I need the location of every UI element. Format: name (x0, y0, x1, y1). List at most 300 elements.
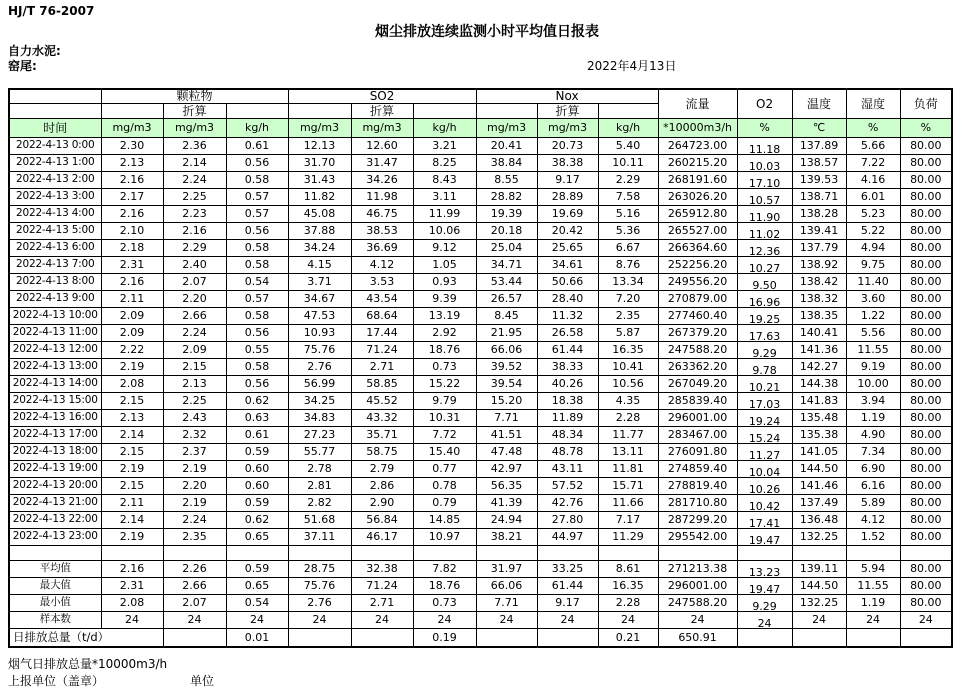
value-cell: 48.34 (537, 427, 598, 444)
value-cell: 24 (288, 612, 351, 629)
value-cell: 1.19 (846, 595, 900, 612)
table-row (9, 138, 952, 155)
value-cell: 80.00 (900, 595, 952, 612)
value-cell: 0.59 (226, 444, 288, 461)
value-cell: 2.25 (163, 189, 226, 206)
value-cell: 267049.20 (658, 376, 737, 393)
time-cell: 2022-4-13 17:00 (9, 427, 101, 444)
value-cell: 4.12 (351, 257, 413, 274)
value-cell: 7.17 (598, 512, 658, 529)
value-cell: 11.40 (846, 274, 900, 291)
empty-cell (101, 104, 163, 119)
value-cell: 28.89 (537, 189, 598, 206)
value-cell: 19.69 (537, 206, 598, 223)
value-cell: 20.41 (476, 138, 537, 155)
value-cell: 132.25 (792, 595, 846, 612)
value-cell: 0.01 (226, 629, 288, 648)
value-cell: 141.83 (792, 393, 846, 410)
value-cell (846, 629, 900, 648)
table-row (9, 240, 952, 257)
value-cell: 34.67 (288, 291, 351, 308)
time-cell: 2022-4-13 20:00 (9, 478, 101, 495)
spacer-row (9, 546, 952, 561)
value-cell: 80.00 (900, 461, 952, 478)
time-cell: 2022-4-13 6:00 (9, 240, 101, 257)
value-cell: 2.78 (288, 461, 351, 478)
value-cell: 11.89 (537, 410, 598, 427)
value-cell (288, 629, 351, 648)
value-cell: 10.42 (737, 495, 792, 512)
table-row (9, 342, 952, 359)
value-cell: 5.89 (846, 495, 900, 512)
summary-row (9, 561, 952, 578)
unit-mgm3: mg/m3 (288, 119, 351, 138)
value-cell: 139.11 (792, 561, 846, 578)
value-cell: 2.81 (288, 478, 351, 495)
value-cell: 45.08 (288, 206, 351, 223)
time-cell: 2022-4-13 22:00 (9, 512, 101, 529)
value-cell: 2.25 (163, 393, 226, 410)
value-cell: 24 (163, 612, 226, 629)
value-cell: 1.19 (846, 410, 900, 427)
table-row (9, 172, 952, 189)
table-row (9, 359, 952, 376)
value-cell: 2.90 (351, 495, 413, 512)
value-cell: 263362.20 (658, 359, 737, 376)
value-cell: 10.31 (413, 410, 476, 427)
value-cell: 13.19 (413, 308, 476, 325)
table-row (9, 427, 952, 444)
unit-mgm3: mg/m3 (476, 119, 537, 138)
value-cell: 24 (101, 612, 163, 629)
time-cell: 2022-4-13 14:00 (9, 376, 101, 393)
value-cell: 28.82 (476, 189, 537, 206)
col-header-o2: O2 (737, 89, 792, 119)
value-cell: 15.24 (737, 427, 792, 444)
value-cell: 0.57 (226, 291, 288, 308)
value-cell: 80.00 (900, 561, 952, 578)
value-cell: 80.00 (900, 223, 952, 240)
value-cell: 5.16 (598, 206, 658, 223)
value-cell: 3.94 (846, 393, 900, 410)
value-cell: 10.97 (413, 529, 476, 546)
monitor-location: 窑尾: (8, 59, 37, 73)
value-cell: 0.79 (413, 495, 476, 512)
value-cell: 283467.00 (658, 427, 737, 444)
table-row (9, 410, 952, 427)
value-cell: 138.57 (792, 155, 846, 172)
value-cell: 35.71 (351, 427, 413, 444)
value-cell: 144.50 (792, 461, 846, 478)
value-cell: 2.29 (598, 172, 658, 189)
value-cell: 55.77 (288, 444, 351, 461)
value-cell: 34.25 (288, 393, 351, 410)
value-cell: 0.56 (226, 155, 288, 172)
value-cell: 80.00 (900, 578, 952, 595)
value-cell: 2.19 (101, 359, 163, 376)
value-cell (476, 629, 537, 648)
value-cell: 3.53 (351, 274, 413, 291)
value-cell: 43.11 (537, 461, 598, 478)
value-cell: 11.18 (737, 138, 792, 155)
value-cell: 0.73 (413, 595, 476, 612)
value-cell: 16.35 (598, 578, 658, 595)
value-cell: 264723.00 (658, 138, 737, 155)
value-cell: 8.43 (413, 172, 476, 189)
value-cell: 80.00 (900, 206, 952, 223)
value-cell: 80.00 (900, 376, 952, 393)
unit-kgh: kg/h (598, 119, 658, 138)
value-cell: 2.66 (163, 578, 226, 595)
value-cell: 2.16 (101, 274, 163, 291)
time-cell: 2022-4-13 18:00 (9, 444, 101, 461)
value-cell: 1.05 (413, 257, 476, 274)
value-cell: 80.00 (900, 325, 952, 342)
value-cell: 7.71 (476, 410, 537, 427)
value-cell: 2.79 (351, 461, 413, 478)
value-cell: 17.41 (737, 512, 792, 529)
value-cell: 1.22 (846, 308, 900, 325)
value-cell: 37.11 (288, 529, 351, 546)
value-cell: 281710.80 (658, 495, 737, 512)
value-cell: 24 (598, 612, 658, 629)
value-cell: 80.00 (900, 444, 952, 461)
empty-cell (288, 546, 351, 561)
table-row (9, 376, 952, 393)
col-group-so2: SO2 (288, 89, 476, 104)
value-cell: 24 (900, 612, 952, 629)
value-cell: 40.26 (537, 376, 598, 393)
value-cell: 135.38 (792, 427, 846, 444)
value-cell: 0.55 (226, 342, 288, 359)
value-cell: 137.79 (792, 240, 846, 257)
value-cell: 20.42 (537, 223, 598, 240)
value-cell: 0.58 (226, 172, 288, 189)
col-header-humidity: 湿度 (846, 89, 900, 119)
value-cell: 47.53 (288, 308, 351, 325)
value-cell: 80.00 (900, 308, 952, 325)
summary-label-cell: 最小值 (9, 595, 101, 612)
value-cell: 0.21 (598, 629, 658, 648)
value-cell: 43.54 (351, 291, 413, 308)
empty-cell (792, 546, 846, 561)
value-cell: 0.56 (226, 325, 288, 342)
unit-mgm3: mg/m3 (537, 119, 598, 138)
value-cell: 2.13 (101, 155, 163, 172)
empty-cell (288, 104, 351, 119)
value-cell: 5.66 (846, 138, 900, 155)
value-cell: 6.90 (846, 461, 900, 478)
value-cell: 2.07 (163, 595, 226, 612)
value-cell: 270879.00 (658, 291, 737, 308)
value-cell: 80.00 (900, 172, 952, 189)
value-cell: 44.97 (537, 529, 598, 546)
value-cell: 36.69 (351, 240, 413, 257)
value-cell: 34.24 (288, 240, 351, 257)
value-cell: 15.20 (476, 393, 537, 410)
value-cell: 266364.60 (658, 240, 737, 257)
value-cell: 33.25 (537, 561, 598, 578)
value-cell: 27.23 (288, 427, 351, 444)
report-date: 2022年4月13日 (587, 59, 677, 73)
value-cell: 0.73 (413, 359, 476, 376)
table-row (9, 529, 952, 546)
value-cell: 9.75 (846, 257, 900, 274)
value-cell: 10.27 (737, 257, 792, 274)
table-row (9, 461, 952, 478)
value-cell: 80.00 (900, 529, 952, 546)
report-table (8, 88, 953, 648)
value-cell: 12.36 (737, 240, 792, 257)
value-cell: 2.10 (101, 223, 163, 240)
summary-label-cell: 样本数 (9, 612, 101, 629)
empty-cell (413, 104, 476, 119)
value-cell: 19.25 (737, 308, 792, 325)
value-cell: 38.84 (476, 155, 537, 172)
value-cell: 0.61 (226, 138, 288, 155)
value-cell: 51.68 (288, 512, 351, 529)
value-cell: 249556.20 (658, 274, 737, 291)
value-cell: 0.54 (226, 274, 288, 291)
value-cell: 31.43 (288, 172, 351, 189)
unit-mgm3: mg/m3 (351, 119, 413, 138)
table-row (9, 478, 952, 495)
value-cell: 38.38 (537, 155, 598, 172)
time-cell: 2022-4-13 12:00 (9, 342, 101, 359)
table-row (9, 393, 952, 410)
footer-row (0, 674, 974, 689)
value-cell: 278819.40 (658, 478, 737, 495)
value-cell: 24 (737, 612, 792, 629)
value-cell: 25.04 (476, 240, 537, 257)
value-cell: 138.32 (792, 291, 846, 308)
value-cell: 276091.80 (658, 444, 737, 461)
value-cell: 10.06 (413, 223, 476, 240)
col-group-particulate: 颗粒物 (101, 89, 288, 104)
value-cell: 8.25 (413, 155, 476, 172)
units-header-row (9, 119, 952, 138)
value-cell: 287299.20 (658, 512, 737, 529)
value-cell: 11.99 (413, 206, 476, 223)
converted-label: 折算 (163, 104, 226, 119)
value-cell: 80.00 (900, 257, 952, 274)
value-cell: 9.29 (737, 595, 792, 612)
empty-cell (476, 546, 537, 561)
value-cell: 11.02 (737, 223, 792, 240)
value-cell: 8.55 (476, 172, 537, 189)
value-cell: 2.16 (101, 561, 163, 578)
value-cell: 34.83 (288, 410, 351, 427)
empty-cell (351, 546, 413, 561)
value-cell: 650.91 (658, 629, 737, 648)
table-row (9, 155, 952, 172)
value-cell: 2.71 (351, 359, 413, 376)
value-cell: 8.45 (476, 308, 537, 325)
value-cell: 296001.00 (658, 410, 737, 427)
daily-total-label-cell: 日排放总量（t/d） (9, 629, 163, 648)
empty-cell (537, 546, 598, 561)
value-cell: 15.71 (598, 478, 658, 495)
value-cell: 2.35 (163, 529, 226, 546)
value-cell: 11.29 (598, 529, 658, 546)
value-cell: 2.32 (163, 427, 226, 444)
value-cell: 2.13 (101, 410, 163, 427)
value-cell: 5.40 (598, 138, 658, 155)
value-cell: 1.52 (846, 529, 900, 546)
value-cell: 80.00 (900, 291, 952, 308)
table-row (9, 274, 952, 291)
value-cell (163, 629, 226, 648)
value-cell: 75.76 (288, 578, 351, 595)
value-cell: 138.71 (792, 189, 846, 206)
value-cell: 11.90 (737, 206, 792, 223)
empty-cell (101, 546, 163, 561)
value-cell: 7.71 (476, 595, 537, 612)
value-cell: 7.58 (598, 189, 658, 206)
value-cell: 2.16 (101, 206, 163, 223)
empty-cell (9, 546, 101, 561)
value-cell: 25.65 (537, 240, 598, 257)
empty-cell (226, 104, 288, 119)
value-cell: 3.11 (413, 189, 476, 206)
value-cell: 4.16 (846, 172, 900, 189)
summary-row (9, 578, 952, 595)
value-cell: 11.77 (598, 427, 658, 444)
value-cell: 139.41 (792, 223, 846, 240)
value-cell: 71.24 (351, 342, 413, 359)
value-cell: 20.18 (476, 223, 537, 240)
table-row (9, 512, 952, 529)
value-cell: 53.44 (476, 274, 537, 291)
time-cell: 2022-4-13 15:00 (9, 393, 101, 410)
value-cell: 138.35 (792, 308, 846, 325)
value-cell: 2.18 (101, 240, 163, 257)
value-cell: 2.20 (163, 478, 226, 495)
value-cell: 2.36 (163, 138, 226, 155)
value-cell: 2.40 (163, 257, 226, 274)
value-cell: 6.16 (846, 478, 900, 495)
value-cell: 80.00 (900, 155, 952, 172)
time-cell: 2022-4-13 4:00 (9, 206, 101, 223)
value-cell: 9.19 (846, 359, 900, 376)
value-cell: 2.19 (101, 529, 163, 546)
value-cell: 141.05 (792, 444, 846, 461)
value-cell: 2.14 (101, 512, 163, 529)
value-cell: 9.17 (537, 595, 598, 612)
value-cell: 265527.00 (658, 223, 737, 240)
value-cell: 7.82 (413, 561, 476, 578)
value-cell: 17.44 (351, 325, 413, 342)
value-cell: 80.00 (900, 410, 952, 427)
value-cell: 80.00 (900, 342, 952, 359)
value-cell: 28.75 (288, 561, 351, 578)
time-cell: 2022-4-13 11:00 (9, 325, 101, 342)
value-cell: 80.00 (900, 274, 952, 291)
col-header-temperature: 温度 (792, 89, 846, 119)
value-cell: 2.07 (163, 274, 226, 291)
value-cell: 80.00 (900, 495, 952, 512)
summary-row (9, 612, 952, 629)
value-cell: 0.62 (226, 512, 288, 529)
value-cell: 38.33 (537, 359, 598, 376)
time-cell: 2022-4-13 8:00 (9, 274, 101, 291)
empty-cell (163, 546, 226, 561)
value-cell: 43.32 (351, 410, 413, 427)
value-cell: 48.78 (537, 444, 598, 461)
value-cell: 61.44 (537, 342, 598, 359)
value-cell: 15.22 (413, 376, 476, 393)
value-cell: 263026.20 (658, 189, 737, 206)
value-cell (792, 629, 846, 648)
value-cell: 274859.40 (658, 461, 737, 478)
value-cell: 50.66 (537, 274, 598, 291)
value-cell: 2.66 (163, 308, 226, 325)
value-cell: 247588.20 (658, 595, 737, 612)
col-group-nox: Nox (476, 89, 658, 104)
value-cell: 2.15 (101, 444, 163, 461)
value-cell: 38.53 (351, 223, 413, 240)
value-cell: 2.13 (163, 376, 226, 393)
value-cell: 5.22 (846, 223, 900, 240)
value-cell: 19.47 (737, 578, 792, 595)
value-cell: 247588.20 (658, 342, 737, 359)
value-cell: 4.90 (846, 427, 900, 444)
value-cell: 4.15 (288, 257, 351, 274)
value-cell: 4.94 (846, 240, 900, 257)
table-row (9, 308, 952, 325)
value-cell: 268191.60 (658, 172, 737, 189)
value-cell: 141.46 (792, 478, 846, 495)
empty-cell (598, 104, 658, 119)
value-cell: 139.53 (792, 172, 846, 189)
unit-mgm3: mg/m3 (163, 119, 226, 138)
value-cell: 252256.20 (658, 257, 737, 274)
value-cell: 4.35 (598, 393, 658, 410)
value-cell: 3.71 (288, 274, 351, 291)
value-cell: 5.23 (846, 206, 900, 223)
summary-row (9, 595, 952, 612)
value-cell: 3.21 (413, 138, 476, 155)
value-cell: 7.22 (846, 155, 900, 172)
time-cell: 2022-4-13 13:00 (9, 359, 101, 376)
table-header (9, 89, 952, 138)
unit-kgh: kg/h (226, 119, 288, 138)
value-cell: 2.09 (101, 308, 163, 325)
table-row (9, 257, 952, 274)
col-header-load: 负荷 (900, 89, 952, 119)
value-cell: 0.59 (226, 495, 288, 512)
unit-flow: *10000m3/h (658, 119, 737, 138)
value-cell: 10.26 (737, 478, 792, 495)
value-cell: 46.75 (351, 206, 413, 223)
value-cell: 8.76 (598, 257, 658, 274)
value-cell: 277460.40 (658, 308, 737, 325)
empty-cell (476, 104, 537, 119)
value-cell: 66.06 (476, 578, 537, 595)
time-cell: 2022-4-13 3:00 (9, 189, 101, 206)
value-cell: 2.86 (351, 478, 413, 495)
unit-percent: % (846, 119, 900, 138)
value-cell: 13.23 (737, 561, 792, 578)
value-cell: 57.52 (537, 478, 598, 495)
value-cell (737, 629, 792, 648)
value-cell: 2.09 (101, 325, 163, 342)
value-cell: 31.97 (476, 561, 537, 578)
value-cell: 2.37 (163, 444, 226, 461)
value-cell: 2.24 (163, 172, 226, 189)
value-cell: 2.28 (598, 410, 658, 427)
value-cell: 2.09 (163, 342, 226, 359)
